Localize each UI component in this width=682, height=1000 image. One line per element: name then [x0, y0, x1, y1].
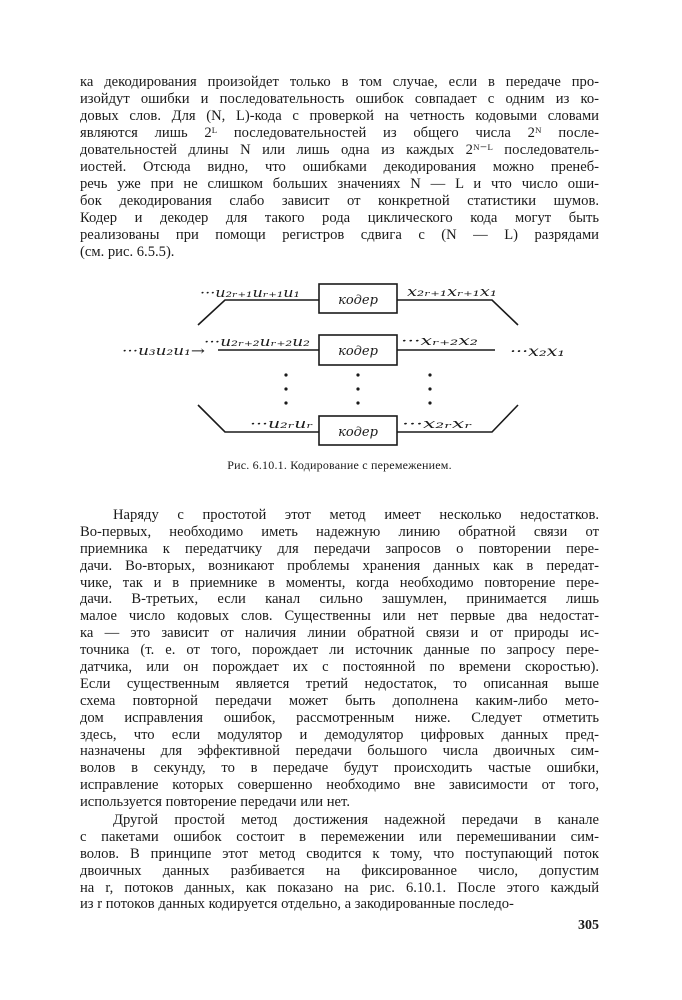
- text-line: (см. рис. 6.5.5).: [80, 244, 175, 260]
- text-line: Если существенным является третий недостаток, то описанная выше: [80, 675, 599, 692]
- encoder-label-2: кодер: [338, 344, 378, 359]
- text-line: ка — это зависит от наличия линии обратной связи и от природы ис-: [80, 625, 599, 642]
- text-line: назначены для эффективной передачи большого числа двоичных сим-: [80, 743, 599, 760]
- text-line: на r, потоков данных, как показано на рис. 6.10.1. После этого каждый: [80, 879, 599, 896]
- input-stream-label: ···u₃u₂u₁→: [122, 344, 206, 359]
- row3-output-label: ···x₂ᵣxᵣ: [402, 417, 473, 432]
- text-line: Другой простой метод достижения надежной передачи в канале: [113, 812, 599, 828]
- text-line: речь уже при не слишком больших значениях N — L и что число оши-: [80, 176, 599, 192]
- output-stream-label: ···x₂x₁: [510, 344, 565, 360]
- text-line: иостей. Отсюда видно, что ошибками декодирования можно пренеб-: [80, 159, 599, 175]
- text-line: довательностей длины N или лишь одна из каждых 2ᴺ⁻ᴸ последователь-: [80, 142, 599, 158]
- text-line: Кодер и декодер для такого рода циклического кода могут быть: [80, 210, 599, 226]
- text-line: здесь, что если модулятор и демодулятор цифровых данных пред-: [80, 726, 599, 743]
- row1-input-line: [198, 300, 319, 325]
- row1-output-line: [397, 300, 518, 325]
- page-number: 305: [578, 918, 599, 933]
- text-line: из r потоков данных кодируется отдельно, а закодированные последо-: [80, 896, 514, 913]
- text-line: волов в секунду, то в передаче будут происходить частые ошибки,: [80, 760, 599, 777]
- text-line: исправление которых совершенно необходимо вне зависимости от того,: [80, 777, 599, 794]
- text-line: Во-первых, необходимо иметь надежную линию обратной связи от: [80, 523, 599, 540]
- text-line: довых слов. Для (N, L)-кода с проверкой на четность кодовыми словами: [80, 108, 599, 124]
- row1-input-label: ···u₂ᵣ₊₁uᵣ₊₁u₁: [200, 286, 300, 301]
- paragraph-2: [80, 507, 599, 811]
- text-line: схема повторной передачи может быть дополнена каким-либо мето-: [80, 692, 599, 709]
- text-line: реализованы при помощи регистров сдвига с (N — L) разрядами: [80, 227, 599, 243]
- figure-caption: Рис. 6.10.1. Кодирование с перемежением.: [227, 458, 452, 472]
- text-line: волов. В принципе этот метод сводится к тому, что поступающий поток: [80, 845, 599, 862]
- row3-input-label: ···u₂ᵣuᵣ: [250, 417, 314, 432]
- text-line: дачи. Во-вторых, возникают проблемы хранения данных как в передат-: [80, 557, 599, 574]
- encoder-label-3: кодер: [338, 425, 378, 440]
- text-line: являются лишь 2ᴸ последовательностей из общего числа 2ᴺ после-: [80, 125, 599, 141]
- text-line: ка декодирования произойдет только в том случае, если в передаче про-: [80, 74, 599, 90]
- text-line: бок декодирования слабо зависит от конкретной статистики шумов.: [80, 193, 599, 209]
- ellipsis-dots: [284, 373, 431, 404]
- text-line: изойдут ошибки и последовательность ошибок совпадает с одним из ко-: [80, 91, 599, 107]
- text-line: дачи. В-третьих, если канал сильно зашумлен, принимается лишь: [80, 591, 599, 608]
- text-line: чике, так и в приемнике в моменты, когда необходимо повторение пере-: [80, 574, 599, 591]
- row1-output-label: x₂ᵣ₊₁xᵣ₊₁x₁: [407, 285, 497, 300]
- text-line: малое число кодовых слов. Существенны или нет первые два недостат-: [80, 608, 599, 625]
- encoder-label-1: кодер: [338, 293, 378, 308]
- row2-output-label: ···xᵣ₊₂x₂: [401, 334, 478, 349]
- row2-input-label: ···u₂ᵣ₊₂uᵣ₊₂u₂: [204, 335, 310, 350]
- interleaving-diagram: [0, 0, 682, 460]
- text-line: приемника к передатчику для передачи запросов о повторении пере-: [80, 540, 599, 557]
- text-line: дом исправления ошибок, рассмотренным ниже. Следует отметить: [80, 709, 599, 726]
- text-line: двоичных данных разбивается на фиксированное число, допустим: [80, 862, 599, 879]
- text-line: используется повторение передачи или нет.: [80, 794, 350, 811]
- text-line: датчика, или он порождает их с постоянной по времени скоростью).: [80, 659, 599, 676]
- text-line: с пакетами ошибок состоит в перемежении или перемешивании сим-: [80, 828, 599, 845]
- text-line: Наряду с простотой этот метод имеет несколько недостатков.: [113, 507, 599, 523]
- paragraph-3: [80, 812, 599, 913]
- text-line: точника (т. е. от того, порождает ли источник данные по запросу пере-: [80, 642, 599, 659]
